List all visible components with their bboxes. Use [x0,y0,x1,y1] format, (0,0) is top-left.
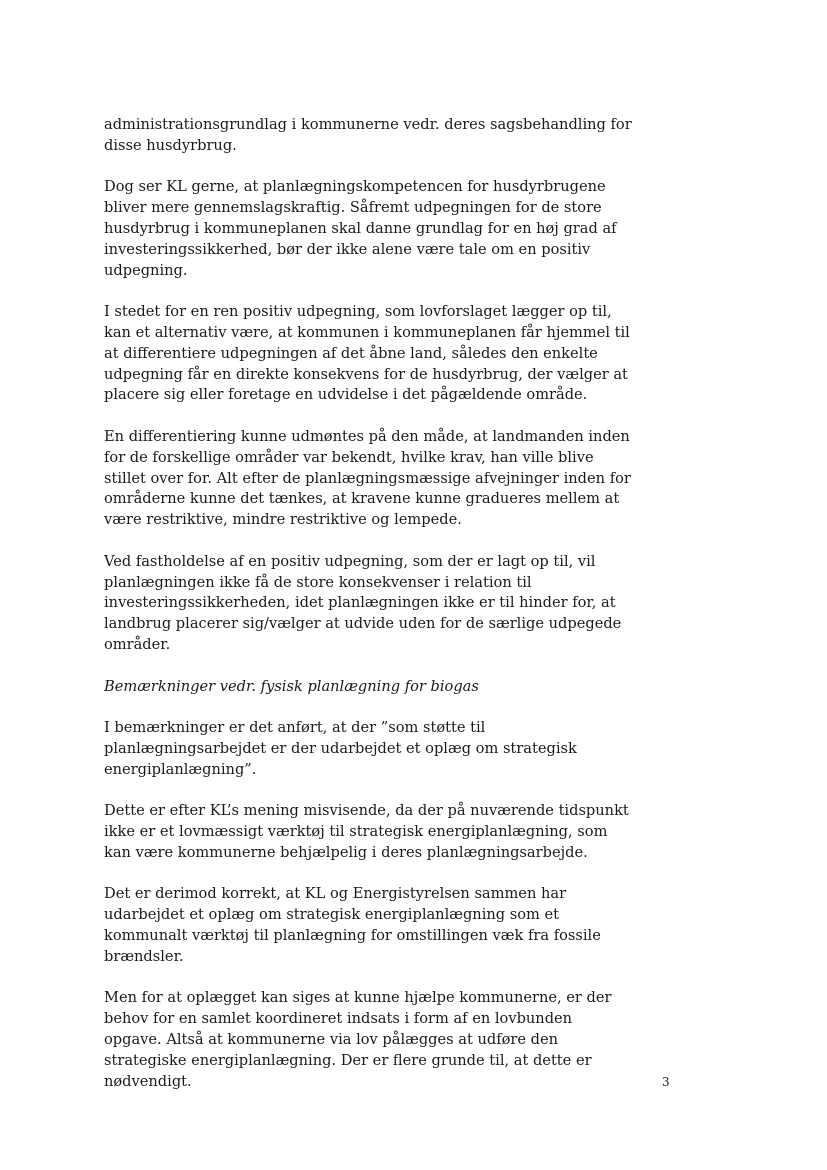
paragraph: Det er derimod korrekt, at KL og Energistyrelsen sammen har udarbejdet et oplæg om strategisk energiplanlægning som et kommunalt værktøj til planlægning for omstillingen væk fra fossile brændsler. [104,885,601,965]
document-body [104,115,634,1092]
paragraph: Ved fastholdelse af en positiv udpegning, som der er lagt op til, vil planlægningen ikke få de store konsekvenser i relation til investeringssikkerheden, idet planlægningen ikke er til hinder for, at landbrug placerer sig/vælger at udvide uden for de særlige udpegede områder. [104,552,622,653]
paragraph: I stedet for en ren positiv udpegning, som lovforslaget lægger op til, kan et alternativ være, at kommunen i kommuneplanen får hjemmel til at differentiere udpegningen af det åbne land, således den enkelte udpegning får en direkte konsekvens for de husdyrbrug, der vælger at placere sig eller foretage en udvidelse i det pågældende område. [104,303,630,404]
paragraph: Men for at oplægget kan siges at kunne hjælpe kommunerne, er der behov for en samlet koordineret indsats i form af en lovbunden opgave. Altså at kommunerne via lov pålægges at udføre den strategiske energiplanlægning. Der er flere grunde til, at dette er nødvendigt. [104,989,612,1090]
paragraph: administrationsgrundlag i kommunerne vedr. deres sagsbehandling for disse husdyrbrug. [104,116,632,154]
paragraph: I bemærkninger er det anført, at der ”som støtte til planlægningsarbejdet er der udarbejdet et oplæg om strategisk energiplanlægning”. [104,719,577,778]
paragraph: Dette er efter KL’s mening misvisende, da der på nuværende tidspunkt ikke er et lovmæssigt værktøj til strategisk energiplanlægning, som kan være kommunerne behjælpelig i deres planlægningsarbejde. [104,802,629,861]
section-heading: Bemærkninger vedr. fysisk planlægning for biogas [104,677,479,695]
paragraph: Dog ser KL gerne, at planlægningskompetencen for husdyrbrugene bliver mere gennemslagskraftig. Såfremt udpegningen for de store husdyrbrug i kommuneplanen skal danne grundlag for en høj grad af investeringssikkerhed, bør der ikke alene være tale om en positiv udpegning. [104,178,617,279]
page-number: 3 [662,1075,670,1089]
paragraph: En differentiering kunne udmøntes på den måde, at landmanden inden for de forskellige områder var bekendt, hvilke krav, han ville blive stillet over for. Alt efter de planlægningsmæssige afvejninger inden for områderne kunne det tænkes, at kravene kunne gradueres mellem at være restriktive, mindre restriktive og lempede. [104,427,631,529]
